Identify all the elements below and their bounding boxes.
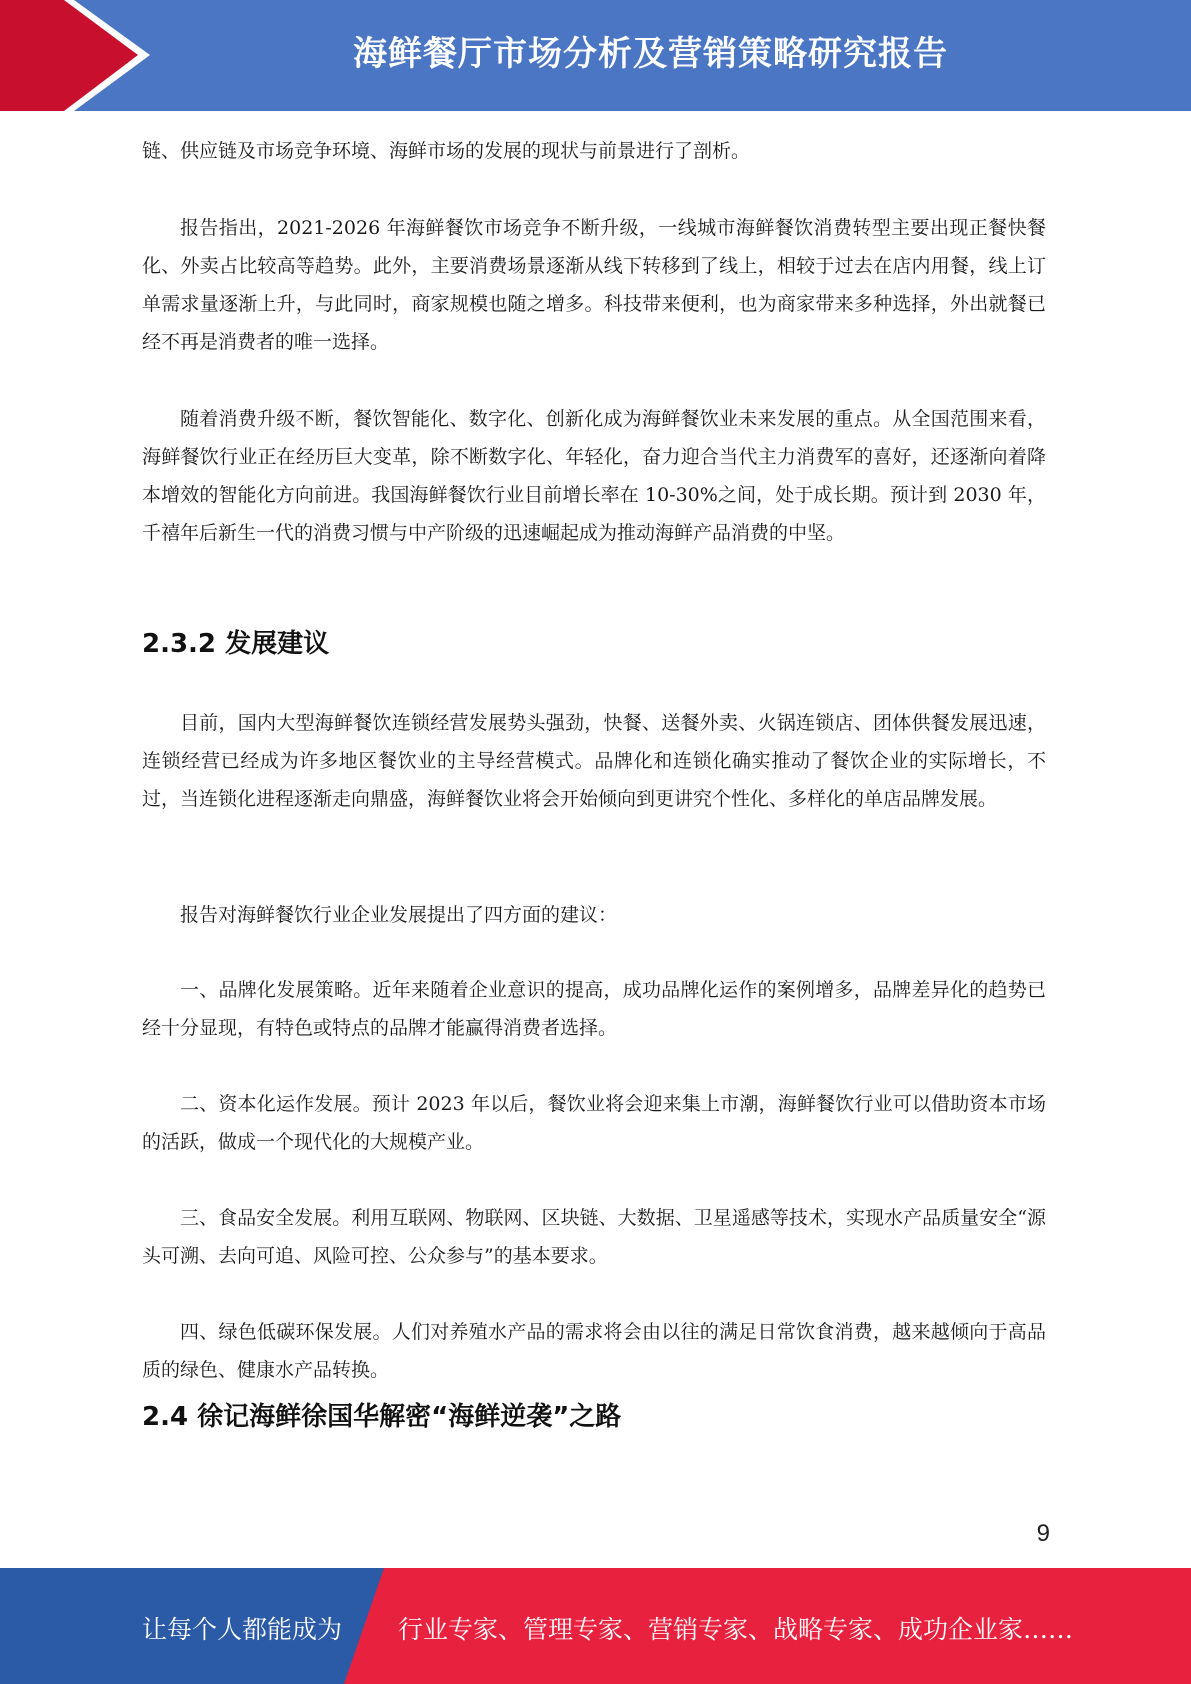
- paragraph-four-suggestions: 报告对海鲜餐饮行业企业发展提出了四方面的建议：: [180, 904, 618, 926]
- paragraph-chain-operation: 目前，国内大型海鲜餐饮连锁经营发展势头强劲，快餐、送餐外卖、火锅连锁店、团体供餐发展迅速，连锁经营已经成为许多地区餐饮业的主导经营模式。品牌化和连锁化确实推动了餐饮企业的实际增长，不过，当连锁化进程逐渐走向鼎盛，海鲜餐饮业将会开始倾向到更讲究个性化、多样化的单店品牌发展。: [142, 712, 1046, 810]
- page-number: 9: [1036, 1520, 1050, 1547]
- paragraph-suggestion-4: 四、绿色低碳环保发展。人们对养殖水产品的需求将会由以往的满足日常饮食消费，越来越倾向于高品质的绿色、健康水产品转换。: [142, 1321, 1046, 1381]
- paragraph-intro-continued: 链、供应链及市场竞争环境、海鲜市场的发展的现状与前景进行了剖析。: [142, 140, 751, 162]
- paragraph-consumption-upgrade: 随着消费升级不断，餐饮智能化、数字化、创新化成为海鲜餐饮业未来发展的重点。从全国范围来看，海鲜餐饮行业正在经历巨大变革，除不断数字化、年轻化，奋力迎合当代主力消费军的喜好，还逐渐向着降本增效的智能化方向前进。我国海鲜餐饮行业目前增长率在 10-30%之间，处于成长期。预计到 2030 年，千禧年后新生一代的消费习惯与中产阶级的迅速崛起成为推动海鲜产品消费的中坚。: [142, 408, 1046, 544]
- paragraph-suggestion-2: 二、资本化运作发展。预计 2023 年以后，餐饮业将会迎来集上市潮，海鲜餐饮行业可以借助资本市场的活跃，做成一个现代化的大规模产业。: [142, 1093, 1046, 1153]
- page-footer: [0, 1568, 1191, 1684]
- report-title: 海鲜餐厅市场分析及营销策略研究报告: [353, 34, 948, 74]
- paragraph-suggestion-3: 三、食品安全发展。利用互联网、物联网、区块链、大数据、卫星遥感等技术，实现水产品质量安全“源头可溯、去向可追、风险可控、公众参与”的基本要求。: [142, 1207, 1046, 1267]
- section-heading-2-4: 2.4 徐记海鲜徐国华解密“海鲜逆袭”之路: [142, 1402, 622, 1432]
- page-header: [0, 0, 1191, 111]
- footer-slogan-left: 让每个人都能成为: [142, 1615, 343, 1644]
- paragraph-suggestion-1: 一、品牌化发展策略。近年来随着企业意识的提高，成功品牌化运作的案例增多，品牌差异化的趋势已经十分显现，有特色或特点的品牌才能赢得消费者选择。: [142, 979, 1046, 1039]
- section-heading-2-3-2: 2.3.2 发展建议: [142, 629, 330, 659]
- chevron-banner-icon: [0, 0, 160, 111]
- paragraph-market-competition: 报告指出，2021-2026 年海鲜餐饮市场竞争不断升级，一线城市海鲜餐饮消费转型主要出现正餐快餐化、外卖占比较高等趋势。此外，主要消费场景逐渐从线下转移到了线上，相较于过去在店内用餐，线上订单需求量逐渐上升，与此同时，商家规模也随之增多。科技带来便利，也为商家带来多种选择，外出就餐已经不再是消费者的唯一选择。: [142, 217, 1046, 353]
- footer-slogan-right: 行业专家、管理专家、营销专家、战略专家、成功企业家……: [398, 1615, 1074, 1644]
